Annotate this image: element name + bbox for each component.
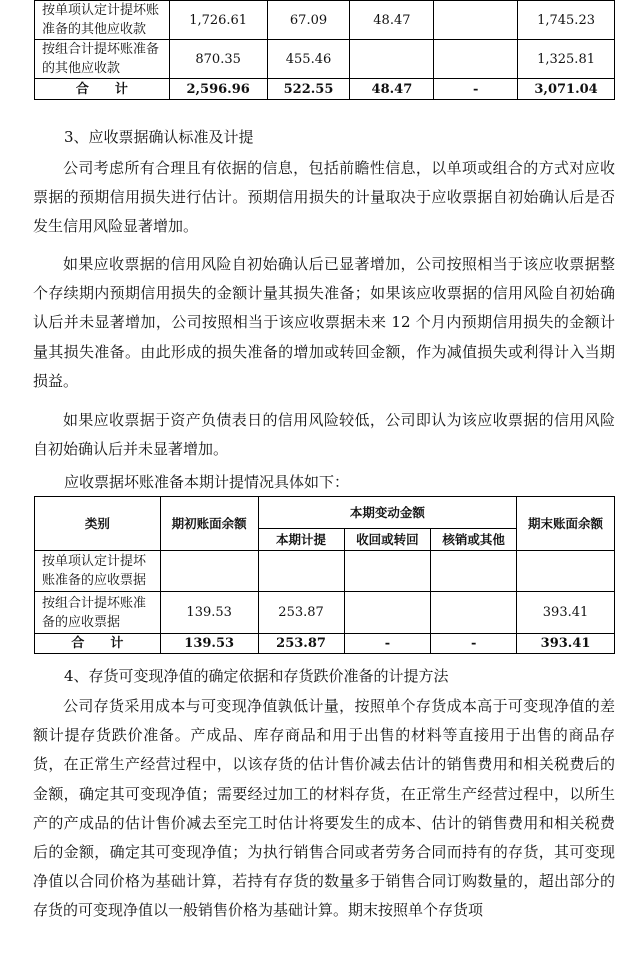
cell-closing: 393.41	[517, 592, 615, 634]
header-provision: 本期计提	[258, 529, 344, 551]
cell-provision: 455.46	[267, 40, 350, 79]
cell-recovery	[350, 40, 434, 79]
cell-writeoff	[431, 592, 517, 634]
total-writeoff: -	[434, 79, 518, 100]
row-label: 按单项认定计提坏账准备的应收票据	[35, 551, 161, 592]
notes-receivable-table	[34, 496, 615, 654]
cell-recovery: 48.47	[350, 1, 434, 40]
header-change: 本期变动金额	[258, 497, 516, 529]
cell-writeoff	[434, 1, 518, 40]
section-3-body-3	[33, 406, 615, 464]
cell-writeoff	[434, 40, 518, 79]
header-recovery: 收回或转回	[344, 529, 431, 551]
total-recovery: -	[344, 634, 431, 654]
row-label: 按单项认定计提坏账准备的其他应收款	[35, 1, 170, 40]
row-label: 按组合计提坏账准备的应收票据	[35, 592, 161, 634]
total-closing: 3,071.04	[518, 79, 615, 100]
header-row	[35, 497, 615, 529]
cell-provision: 253.87	[258, 592, 344, 634]
total-writeoff: -	[431, 634, 517, 654]
header-writeoff: 核销或其他	[431, 529, 517, 551]
section-4-body	[33, 692, 615, 926]
table-row	[35, 40, 615, 79]
cell-opening: 1,726.61	[169, 1, 267, 40]
section-3-heading: 3、应收票据确认标准及计提	[64, 128, 254, 146]
table-intro: 应收票据坏账准备本期计提情况具体如下：	[64, 473, 350, 491]
total-recovery: 48.47	[350, 79, 434, 100]
cell-opening: 139.53	[160, 592, 258, 634]
row-label: 按组合计提坏账准备的其他应收款	[35, 40, 170, 79]
total-label: 合 计	[35, 79, 170, 100]
total-label: 合 计	[35, 634, 161, 654]
other-receivables-table	[34, 0, 615, 100]
table-row	[35, 551, 615, 592]
section-4-heading: 4、存货可变现净值的确定依据和存货跌价准备的计提方法	[64, 667, 449, 685]
total-row	[35, 79, 615, 100]
section-3-body	[33, 154, 615, 242]
paragraph: 公司考虑所有合理且有依据的信息，包括前瞻性信息，以单项或组合的方式对应收票据的预期信用损失进行估计。预期信用损失的计量取决于应收票据自初始确认后是否发生信用风险显著增加。	[33, 159, 615, 236]
cell-opening	[160, 551, 258, 592]
section-3-body-2	[33, 250, 615, 396]
total-provision: 253.87	[258, 634, 344, 654]
cell-provision	[258, 551, 344, 592]
total-provision: 522.55	[267, 79, 350, 100]
header-closing: 期末账面余额	[517, 497, 615, 551]
cell-recovery	[344, 551, 431, 592]
header-opening: 期初账面余额	[160, 497, 258, 551]
cell-closing	[517, 551, 615, 592]
cell-recovery	[344, 592, 431, 634]
table-row	[35, 592, 615, 634]
table-row	[35, 1, 615, 40]
cell-opening: 870.35	[169, 40, 267, 79]
header-category: 类别	[35, 497, 161, 551]
cell-closing: 1,325.81	[518, 40, 615, 79]
total-closing: 393.41	[517, 634, 615, 654]
paragraph: 公司存货采用成本与可变现净值孰低计量，按照单个存货成本高于可变现净值的差额计提存货跌价准备。产成品、库存商品和用于出售的材料等直接用于出售的商品存货，在正常生产经营过程中，以该存货的估计售价减去估计的销售费用和相关税费后的金额，确定其可变现净值；需要经过加工的材料存货，在正常生产经营过程中，以所生产的产成品的估计售价减去至完工时估计将要发生的成本、估计的销售费用和相关税费后的金额，确定其可变现净值；为执行销售合同或者劳务合同而持有的存货，其可变现净值以合同价格为基础计算，若持有存货的数量多于销售合同订购数量的，超出部分的存货的可变现净值以一般销售价格为基础计算。期末按照单个存货项	[33, 697, 615, 920]
paragraph: 如果应收票据的信用风险自初始确认后已显著增加，公司按照相当于该应收票据整个存续期内预期信用损失的金额计量其损失准备；如果该应收票据的信用风险自初始确认后并未显著增加，公司按照相当于该应收票据未来 12 个月内预期信用损失的金额计量其损失准备。由此形成的损失准备的增加或转回金额，作为减值损失或利得计入当期损益。	[33, 255, 615, 390]
total-row	[35, 634, 615, 654]
total-opening: 139.53	[160, 634, 258, 654]
paragraph: 如果应收票据于资产负债表日的信用风险较低，公司即认为该应收票据的信用风险自初始确认后并未显著增加。	[33, 411, 615, 459]
total-opening: 2,596.96	[169, 79, 267, 100]
cell-provision: 67.09	[267, 1, 350, 40]
cell-closing: 1,745.23	[518, 1, 615, 40]
cell-writeoff	[431, 551, 517, 592]
